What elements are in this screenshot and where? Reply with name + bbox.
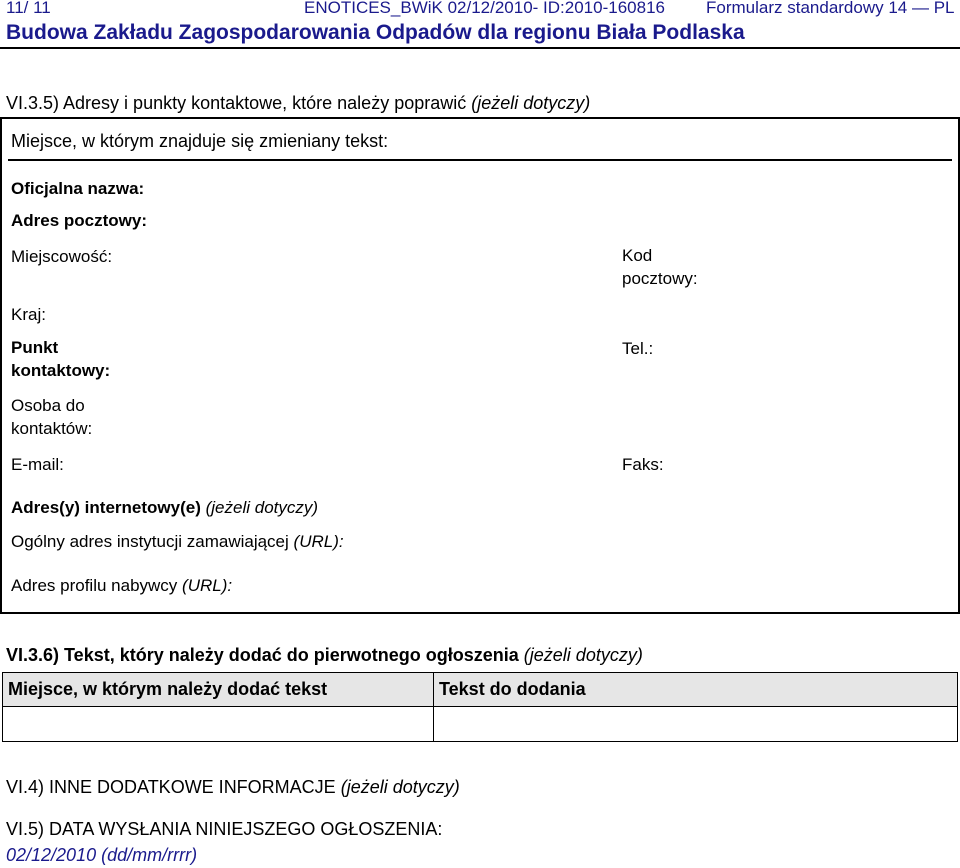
internet-addresses-title	[11, 498, 318, 518]
page-number: 11/ 11	[6, 0, 51, 17]
document-title: Budowa Zakładu Zagospodarowania Odpadów dla regionu Biała Podlaska	[6, 21, 745, 44]
section-vi36-title-main: VI.3.6) Tekst, który należy dodać do pierwotnego ogłoszenia	[6, 645, 519, 665]
internet-addresses-title-optional: (jeżeli dotyczy)	[205, 498, 319, 517]
buyer-profile-url-label: (URL):	[182, 576, 233, 595]
header-rule	[0, 47, 960, 49]
section-vi35-title-main: VI.3.5) Adresy i punkty kontaktowe, które należy poprawić	[6, 93, 467, 113]
document-id: ENOTICES_BWiK 02/12/2010- ID:2010-160816	[304, 0, 665, 17]
buyer-profile-label	[11, 576, 232, 596]
text-to-add-table	[2, 672, 958, 742]
country-label: Kraj:	[11, 305, 46, 324]
table-cell-location	[3, 707, 434, 742]
column-header-text: Tekst do dodania	[434, 673, 958, 707]
contact-point-label: Punkt kontaktowy:	[11, 338, 111, 380]
form-type: Formularz standardowy 14 — PL	[706, 0, 955, 17]
section-vi35-title-optional: (jeżeli dotyczy)	[471, 93, 591, 113]
city-label: Miejscowość:	[11, 247, 113, 266]
general-address-label	[11, 532, 344, 552]
section-vi4-title-main: VI.4) INNE DODATKOWE INFORMACJE	[6, 777, 336, 797]
official-name-label: Oficjalna nazwa:	[11, 179, 145, 198]
dispatch-date	[6, 845, 197, 866]
buyer-profile-text: Adres profilu nabywcy	[11, 576, 178, 595]
column-header-location: Miejsce, w którym należy dodać tekst	[3, 673, 434, 707]
contact-person-label: Osoba do kontaktów:	[11, 396, 93, 438]
phone-label: Tel.:	[622, 339, 654, 358]
location-label: Miejsce, w którym znajduje się zmieniany tekst:	[11, 131, 389, 151]
general-address-text: Ogólny adres instytucji zamawiającej	[11, 532, 289, 551]
postal-address-label: Adres pocztowy:	[11, 211, 148, 230]
contact-points-box	[0, 117, 960, 614]
section-vi5-title: VI.5) DATA WYSŁANIA NINIEJSZEGO OGŁOSZENIA:	[6, 819, 443, 839]
dispatch-date-value: 02/12/2010	[6, 845, 97, 865]
section-vi4-title-optional: (jeżeli dotyczy)	[340, 777, 460, 797]
email-label: E-mail:	[11, 455, 64, 474]
fax-label: Faks:	[622, 455, 664, 474]
section-vi36-title-optional: (jeżeli dotyczy)	[523, 645, 643, 665]
table-cell-text	[434, 707, 958, 742]
section-vi36-title	[6, 645, 643, 666]
dispatch-date-format: (dd/mm/rrrr)	[101, 845, 198, 865]
table-header-row	[3, 673, 958, 707]
section-vi4-title	[6, 777, 460, 798]
postcode-label: Kod pocztowy:	[622, 246, 698, 288]
general-address-url-label: (URL):	[293, 532, 344, 551]
location-divider	[8, 159, 952, 161]
table-row	[3, 707, 958, 742]
section-vi35-title	[6, 93, 590, 114]
internet-addresses-title-main: Adres(y) internetowy(e)	[11, 498, 201, 517]
